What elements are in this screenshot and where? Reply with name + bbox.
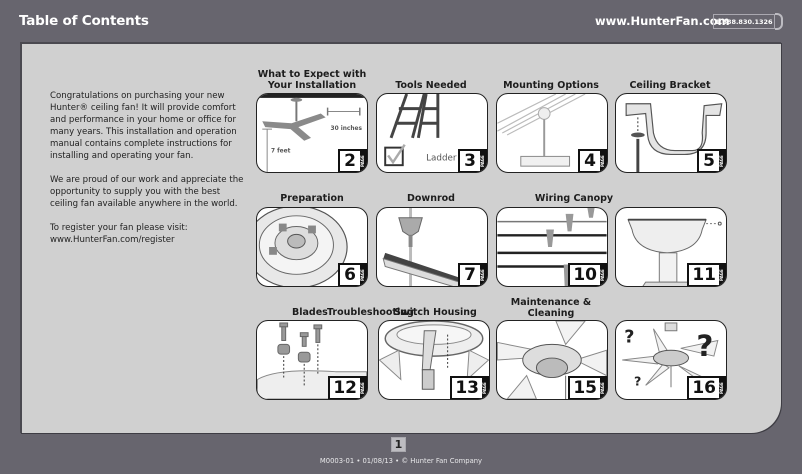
section-title-troubleshooting: Troubleshooting <box>327 307 414 318</box>
svg-text:?: ? <box>633 373 642 389</box>
section-title-switch-housing: Switch Housing <box>394 307 477 318</box>
page-badge: 12 PAGE <box>328 376 368 400</box>
section-title-downrod: Downrod <box>407 193 455 204</box>
svg-text:?: ? <box>696 329 714 364</box>
section-title-bracket: Ceiling Bracket <box>629 80 711 91</box>
page-badge: 10 PAGE <box>568 263 608 287</box>
section-card-expect[interactable] <box>256 93 368 173</box>
section-card-mounting[interactable] <box>496 93 608 173</box>
phone-icon <box>775 13 783 30</box>
svg-text:Ladder: Ladder <box>426 153 457 164</box>
page-badge: 11 PAGE <box>687 263 727 287</box>
intro-paragraph-3: To register your fan please visit: www.HunterFan.com/register <box>50 223 188 245</box>
section-title-blades: Blades <box>292 307 328 318</box>
section-card-switch-housing[interactable] <box>378 320 490 400</box>
page-badge: 3 PAGE <box>458 149 488 173</box>
section-title-expect: What to Expect with Your Installation <box>257 69 367 91</box>
page-title: Table of Contents <box>19 13 149 29</box>
page-badge: 4 PAGE <box>578 149 608 173</box>
section-card-bracket[interactable] <box>615 93 727 173</box>
page-badge: 13 PAGE <box>450 376 490 400</box>
section-title-maintenance: Maintenance & Cleaning <box>510 297 592 319</box>
section-card-maintenance[interactable] <box>496 320 608 400</box>
intro-paragraph-1: Congratulations on purchasing your new Hunter® ceiling fan! It will provide comfort and performance in your home or office for many years. This installation and operation manual contains complete instructions for installing and operating your fan. <box>50 91 237 161</box>
svg-text:30 inches: 30 inches <box>330 126 362 133</box>
page-badge: 5 PAGE <box>697 149 727 173</box>
page-badge: 15 PAGE <box>568 376 608 400</box>
phone-number: 1.888.830.1326 <box>713 14 775 29</box>
intro-text <box>50 90 245 258</box>
section-card-wiring[interactable] <box>496 207 608 287</box>
page-badge: 6 PAGE <box>338 263 368 287</box>
section-title-wiring: Wiring Canopy <box>534 193 614 204</box>
svg-text:7 feet: 7 feet <box>271 148 291 155</box>
page-badge: 7 PAGE <box>458 263 488 287</box>
section-card-blades[interactable] <box>256 320 368 400</box>
footer-text: M0003-01 • 01/08/13 • © Hunter Fan Company <box>319 457 483 465</box>
section-card-canopy[interactable] <box>615 207 727 287</box>
svg-text:?: ? <box>624 327 635 348</box>
section-title-preparation: Preparation <box>280 193 344 204</box>
section-title-mounting: Mounting Options <box>503 80 599 91</box>
intro-paragraph-2: We are proud of our work and appreciate the opportunity to supply you with the best ceiling fan available anywhere in the world. <box>50 175 244 209</box>
section-title-tools: Tools Needed <box>395 80 467 91</box>
section-card-tools[interactable] <box>376 93 488 173</box>
section-card-troubleshooting[interactable] <box>615 320 727 400</box>
section-card-downrod[interactable] <box>376 207 488 287</box>
page-badge: 16 PAGE <box>687 376 727 400</box>
page-number: 1 <box>391 437 406 452</box>
website-link[interactable]: www.HunterFan.com <box>595 14 730 28</box>
page-badge: 2 PAGE <box>338 149 368 173</box>
section-card-preparation[interactable] <box>256 207 368 287</box>
